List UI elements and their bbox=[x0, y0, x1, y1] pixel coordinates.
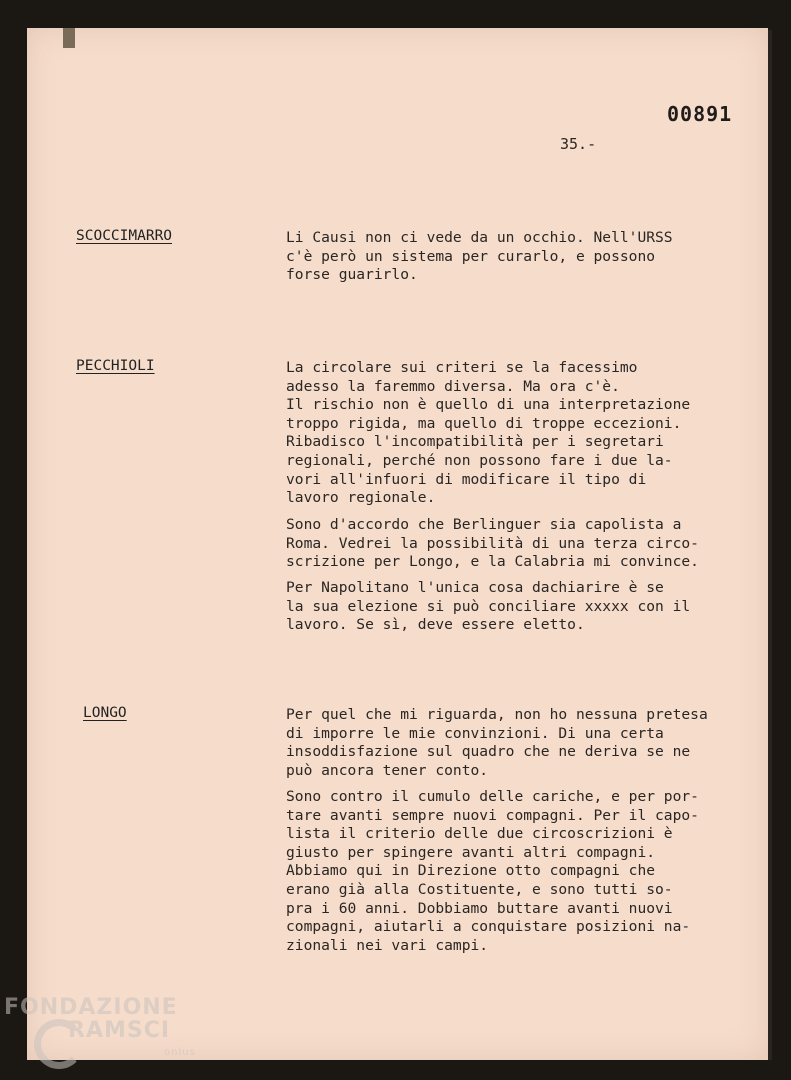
document-number: 00891 bbox=[667, 102, 733, 126]
binder-clip bbox=[63, 28, 75, 48]
paragraph-pecchioli-3: Per Napolitano l'unica cosa dachiarire è se la sua elezione si può conciliare xxxxx con il lavoro. Se sì, deve essere eletto. bbox=[286, 579, 691, 634]
watermark-line-2: RAMSCI bbox=[68, 1018, 171, 1043]
watermark-line-3: onlus bbox=[164, 1047, 196, 1058]
paragraph-pecchioli-2: Sono d'accordo che Berlinguer sia capolista a Roma. Vedrei la possibilità di una terza circo- scrizione per Longo, e la Calabria mi convince. bbox=[286, 516, 699, 571]
speaker-pecchioli: PECCHIOLI bbox=[76, 358, 155, 374]
page-number: 35.- bbox=[560, 135, 597, 153]
speaker-scoccimarro: SCOCCIMARRO bbox=[76, 228, 173, 244]
paragraph-pecchioli-1: La circolare sui criteri se la facessimo adesso la faremmo diversa. Ma ora c'è. Il rischio non è quello di una interpretazione troppo rigida, ma quello di troppe eccezioni. Ribadisco l'incompatibilità per i segretari regionali, perché non possono fare i due la- vori all'infuori di modificare il tipo di lavoro regionale. bbox=[286, 359, 691, 507]
paragraph-scoccimarro-1: Li Causi non ci vede da un occhio. Nell'URSS c'è però un sistema per curarlo, e possono forse guarirlo. bbox=[286, 229, 673, 284]
gramsci-logo-icon bbox=[34, 1019, 84, 1069]
paragraph-longo-1: Per quel che mi riguarda, non ho nessuna pretesa di imporre le mie convinzioni. Di una certa insoddisfazione sul quadro che ne deriva se ne può ancora tener conto. bbox=[286, 706, 708, 779]
speaker-longo: LONGO bbox=[83, 705, 127, 721]
watermark-line-1: FONDAZIONE bbox=[4, 995, 178, 1020]
fondazione-gramsci-watermark bbox=[4, 995, 196, 1058]
paragraph-longo-2: Sono contro il cumulo delle cariche, e per por- tare avanti sempre nuovi compagni. Per il capo- lista il criterio delle due circoscrizioni è giusto per spingere avanti altri compagni. Abbiamo qui in Direzione otto compagni che erano già alla Costituente, e sono tutti so- pra i 60 anni. Dobbiamo buttare avanti nuovi compagni, aiutarli a conquistare posizioni na- zionali nei vari campi. bbox=[286, 788, 699, 954]
